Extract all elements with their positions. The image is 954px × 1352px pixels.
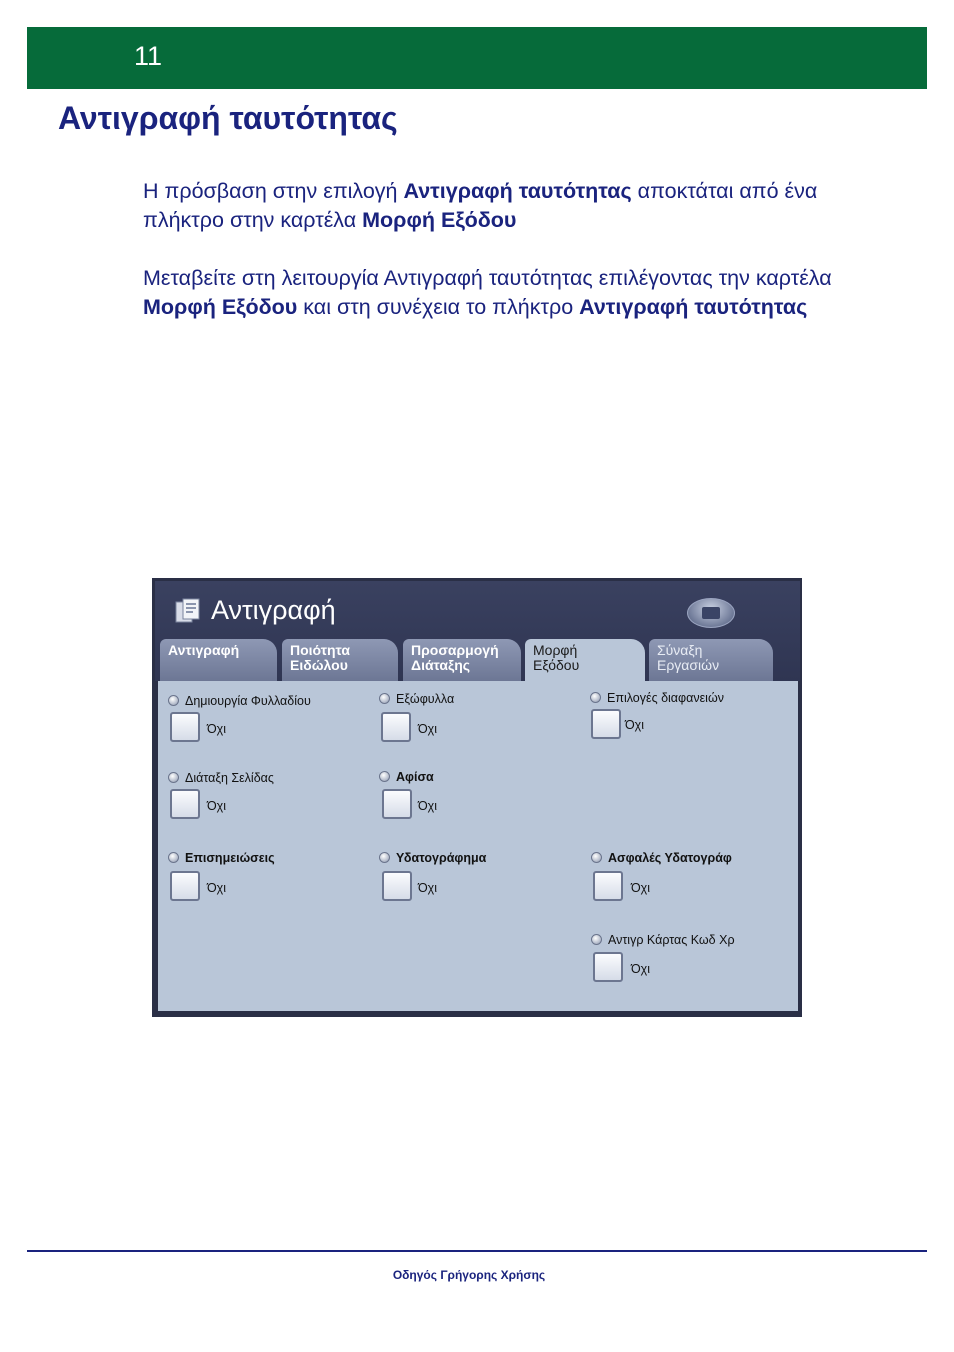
page-header-bar xyxy=(27,27,927,89)
instructions-paragraph xyxy=(143,264,883,322)
id-card-copy-value: Όχι xyxy=(631,962,651,976)
tab-output-format-line2: Εξόδου xyxy=(533,657,580,673)
intro-bold-1: Αντιγραφή ταυτότητας xyxy=(403,179,632,203)
bullet-icon xyxy=(379,852,390,863)
tab-copy[interactable] xyxy=(160,639,277,683)
services-home-icon xyxy=(702,607,720,619)
bullet-icon xyxy=(168,695,179,706)
tab-copy-label: Αντιγραφή xyxy=(168,642,240,658)
intro-paragraph xyxy=(143,177,883,235)
tab-image-quality-line1: Ποιότητα xyxy=(290,642,350,658)
poster-value: Όχι xyxy=(418,799,438,813)
id-card-copy-button[interactable] xyxy=(593,952,623,982)
tab-layout-adjustment[interactable] xyxy=(403,639,521,683)
annotations-value: Όχι xyxy=(207,881,227,895)
scrollbar[interactable] xyxy=(798,918,802,988)
tab-output-format-line1: Μορφή xyxy=(533,642,578,658)
secure-watermark-value: Όχι xyxy=(631,881,651,895)
tab-image-quality[interactable] xyxy=(282,639,398,683)
bullet-icon xyxy=(168,852,179,863)
tab-layout-adjustment-line1: Προσαρμογή xyxy=(411,642,499,658)
watermark-value: Όχι xyxy=(418,881,438,895)
bullet-icon xyxy=(168,772,179,783)
transparency-options-label: Επιλογές διαφανειών xyxy=(590,691,724,705)
intro-bold-2: Μορφή Εξόδου xyxy=(362,208,517,232)
watermark-button[interactable] xyxy=(382,871,412,901)
transparency-options-button[interactable] xyxy=(591,709,621,739)
copy-screen-screenshot xyxy=(152,578,802,1017)
bullet-icon xyxy=(591,934,602,945)
transparency-options-value: Όχι xyxy=(625,718,645,732)
instr-text-1: Μεταβείτε στη λειτουργία Αντιγραφή ταυτότητας επιλέγοντας την καρτέλα xyxy=(143,266,832,290)
instr-bold-2: Αντιγραφή ταυτότητας xyxy=(579,295,808,319)
bullet-icon xyxy=(379,771,390,782)
page-layout-button[interactable] xyxy=(170,789,200,819)
footer-text: Οδηγός Γρήγορης Χρήσης xyxy=(392,1268,546,1282)
instr-bold-1: Μορφή Εξόδου xyxy=(143,295,298,319)
bullet-icon xyxy=(590,692,601,703)
covers-label: Εξώφυλλα xyxy=(379,692,454,706)
page-layout-label: Διάταξη Σελίδας xyxy=(168,771,274,785)
output-format-options xyxy=(158,681,798,1011)
booklet-creation-label: Δημιουργία Φυλλαδίου xyxy=(168,694,311,708)
instr-text-2: και στη συνέχεια το πλήκτρο xyxy=(297,295,580,319)
footer-rule xyxy=(27,1250,927,1252)
tab-job-assembly[interactable] xyxy=(649,639,773,683)
tab-job-assembly-line1: Σύναξη xyxy=(657,642,703,658)
page-title: Αντιγραφή ταυτότητας xyxy=(58,100,398,136)
watermark-label: Υδατογράφημα xyxy=(379,851,486,865)
annotations-button[interactable] xyxy=(170,871,200,901)
copy-icon xyxy=(173,596,203,626)
intro-text-1: Η πρόσβαση στην επιλογή xyxy=(143,179,404,203)
secure-watermark-button[interactable] xyxy=(593,871,623,901)
services-home-button[interactable] xyxy=(687,598,735,628)
page-layout-value: Όχι xyxy=(207,799,227,813)
booklet-creation-button[interactable] xyxy=(170,712,200,742)
tab-job-assembly-line2: Εργασιών xyxy=(657,657,720,673)
page-number: 11 xyxy=(134,41,163,71)
tab-layout-adjustment-line2: Διάταξης xyxy=(411,657,471,673)
covers-button[interactable] xyxy=(381,712,411,742)
booklet-creation-value: Όχι xyxy=(207,722,227,736)
id-card-copy-label: Αντιγρ Κάρτας Κωδ Χρ xyxy=(591,933,735,947)
intro-text-2: αποκτάται από ένα πλήκτρο στην καρτέλα xyxy=(143,179,818,232)
tab-output-format[interactable] xyxy=(525,639,645,685)
tab-image-quality-line2: Ειδώλου xyxy=(290,657,348,673)
bullet-icon xyxy=(379,693,390,704)
poster-button[interactable] xyxy=(382,789,412,819)
copy-screen-header xyxy=(155,581,800,681)
secure-watermark-label: Ασφαλές Υδατογράφ xyxy=(591,851,732,865)
bullet-icon xyxy=(591,852,602,863)
covers-value: Όχι xyxy=(418,722,438,736)
annotations-label: Επισημειώσεις xyxy=(168,851,275,865)
app-title: Αντιγραφή xyxy=(211,595,336,625)
poster-label: Αφίσα xyxy=(379,770,434,784)
